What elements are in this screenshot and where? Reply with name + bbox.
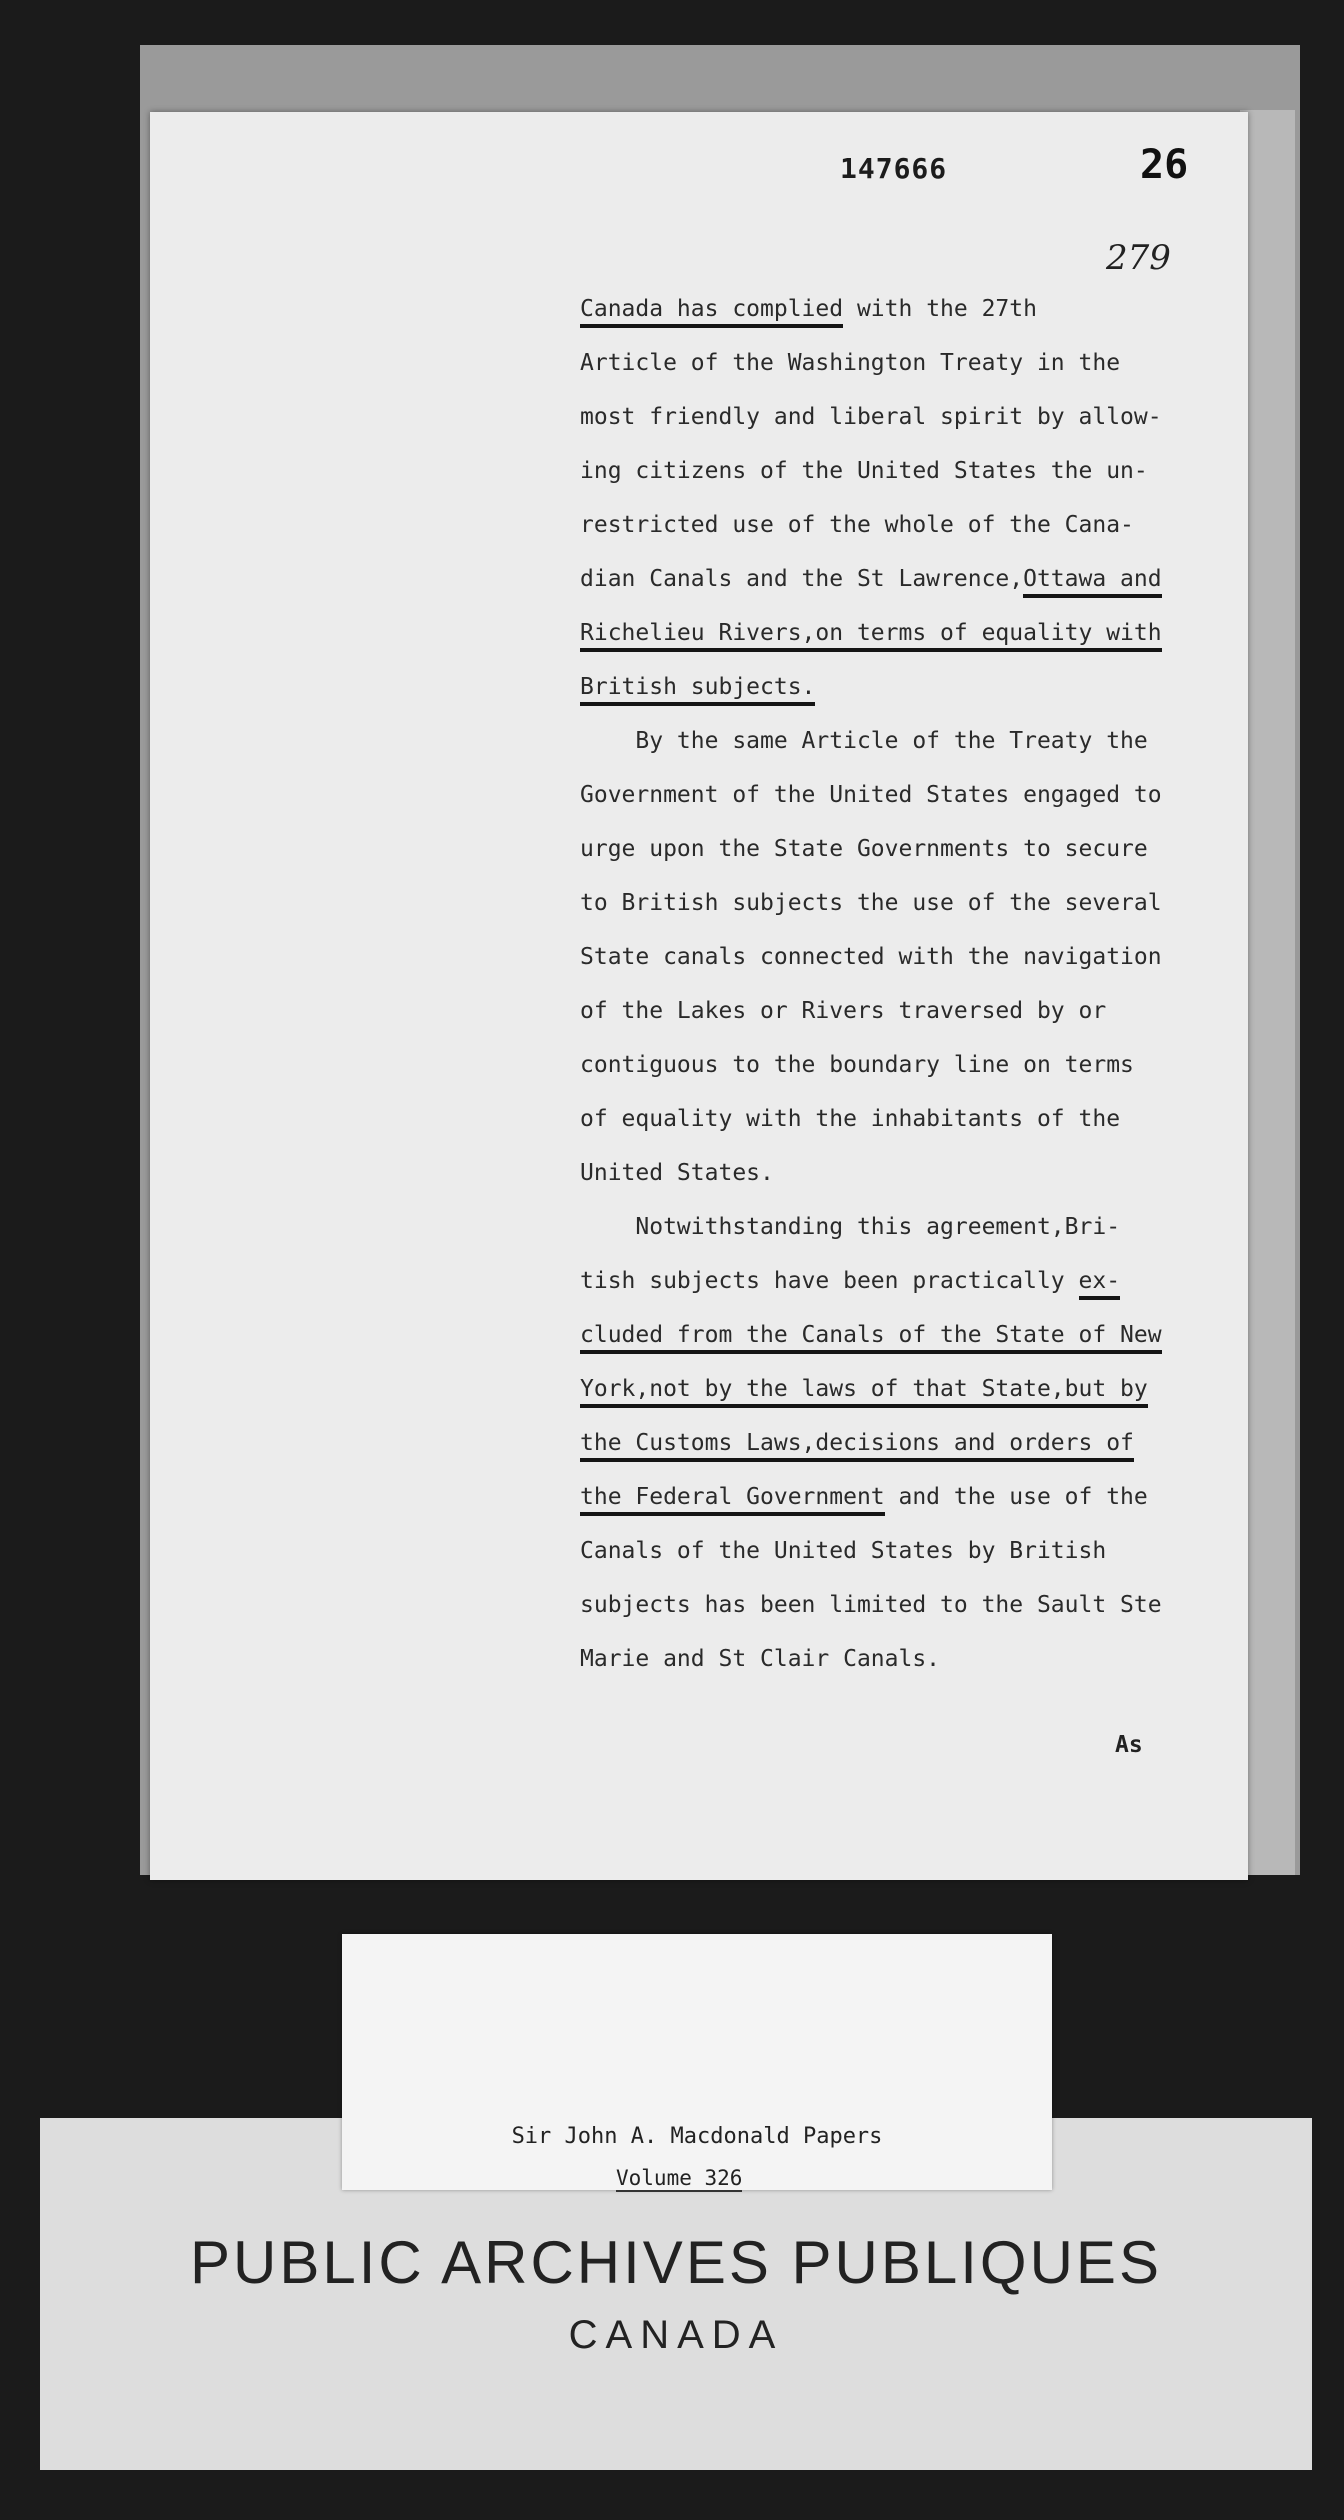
text-line bbox=[580, 1470, 1220, 1524]
text-line bbox=[580, 1200, 1220, 1254]
text-line bbox=[580, 714, 1220, 768]
text-segment: to British subjects the use of the several bbox=[580, 890, 1162, 916]
text-line bbox=[580, 1038, 1220, 1092]
text-line bbox=[580, 1524, 1220, 1578]
text-segment: most friendly and liberal spirit by allow- bbox=[580, 404, 1162, 430]
text-line bbox=[580, 1308, 1220, 1362]
handwritten-folio: 279 bbox=[1106, 238, 1171, 278]
text-segment: York,not by the laws of that State,but by bbox=[580, 1376, 1148, 1408]
text-line bbox=[580, 606, 1220, 660]
collection-label-card bbox=[342, 1934, 1052, 2190]
letter-body bbox=[580, 282, 1220, 1686]
text-segment: the Customs Laws,decisions and orders of bbox=[580, 1430, 1134, 1462]
text-line bbox=[580, 282, 1220, 336]
text-line bbox=[580, 444, 1220, 498]
text-segment: contiguous to the boundary line on terms bbox=[580, 1052, 1134, 1078]
text-segment: subjects has been limited to the Sault Ste bbox=[580, 1592, 1162, 1618]
text-segment: Canals of the United States by British bbox=[580, 1538, 1107, 1564]
text-line bbox=[580, 1416, 1220, 1470]
text-line bbox=[580, 930, 1220, 984]
text-segment: ex- bbox=[1079, 1268, 1121, 1300]
text-line bbox=[580, 1254, 1220, 1308]
text-segment: restricted use of the whole of the Cana- bbox=[580, 512, 1134, 538]
text-segment: Ottawa and bbox=[1023, 566, 1161, 598]
text-segment: Richelieu Rivers,on terms of equality with bbox=[580, 620, 1162, 652]
text-line bbox=[580, 1632, 1220, 1686]
text-segment: of equality with the inhabitants of the bbox=[580, 1106, 1121, 1132]
text-segment: Canada has complied bbox=[580, 296, 843, 328]
archive-country: CANADA bbox=[568, 2313, 784, 2357]
text-segment: Government of the United States engaged to bbox=[580, 782, 1162, 808]
text-line bbox=[580, 1362, 1220, 1416]
document-number: 147666 bbox=[840, 152, 948, 185]
text-segment: Notwithstanding this agreement,Bri- bbox=[580, 1214, 1121, 1240]
text-segment: of the Lakes or Rivers traversed by or bbox=[580, 998, 1107, 1024]
volume-number: Volume 326 bbox=[616, 2166, 743, 2190]
text-segment: tish subjects have been practically bbox=[580, 1268, 1079, 1294]
archive-name: PUBLIC ARCHIVES PUBLIQUES bbox=[190, 2229, 1162, 2296]
text-segment: British subjects. bbox=[580, 674, 815, 706]
text-segment: dian Canals and the St Lawrence, bbox=[580, 566, 1024, 592]
text-segment: Article of the Washington Treaty in the bbox=[580, 350, 1121, 376]
text-segment: ing citizens of the United States the un- bbox=[580, 458, 1148, 484]
text-line bbox=[580, 768, 1220, 822]
text-line bbox=[580, 876, 1220, 930]
text-segment: State canals connected with the navigation bbox=[580, 944, 1162, 970]
page-number: 26 bbox=[1140, 142, 1189, 188]
catchword: As bbox=[1115, 1732, 1143, 1758]
text-segment: Marie and St Clair Canals. bbox=[580, 1646, 941, 1672]
text-segment: United States. bbox=[580, 1160, 774, 1186]
text-line bbox=[580, 552, 1220, 606]
text-line bbox=[580, 822, 1220, 876]
text-line bbox=[580, 1092, 1220, 1146]
text-line bbox=[580, 660, 1220, 714]
text-line bbox=[580, 498, 1220, 552]
text-segment: the Federal Government bbox=[580, 1484, 885, 1516]
text-segment: and the use of the bbox=[884, 1484, 1148, 1510]
collection-name: Sir John A. Macdonald Papers bbox=[511, 2124, 883, 2149]
text-line bbox=[580, 336, 1220, 390]
text-segment: cluded from the Canals of the State of New bbox=[580, 1322, 1162, 1354]
text-segment: urge upon the State Governments to secure bbox=[580, 836, 1148, 862]
text-line bbox=[580, 1578, 1220, 1632]
text-line bbox=[580, 390, 1220, 444]
text-line bbox=[580, 984, 1220, 1038]
text-line bbox=[580, 1146, 1220, 1200]
back-sheet-edge bbox=[1240, 110, 1295, 1875]
text-segment: with the 27th bbox=[843, 296, 1037, 322]
document-page bbox=[150, 112, 1248, 1880]
text-segment: By the same Article of the Treaty the bbox=[580, 728, 1148, 754]
